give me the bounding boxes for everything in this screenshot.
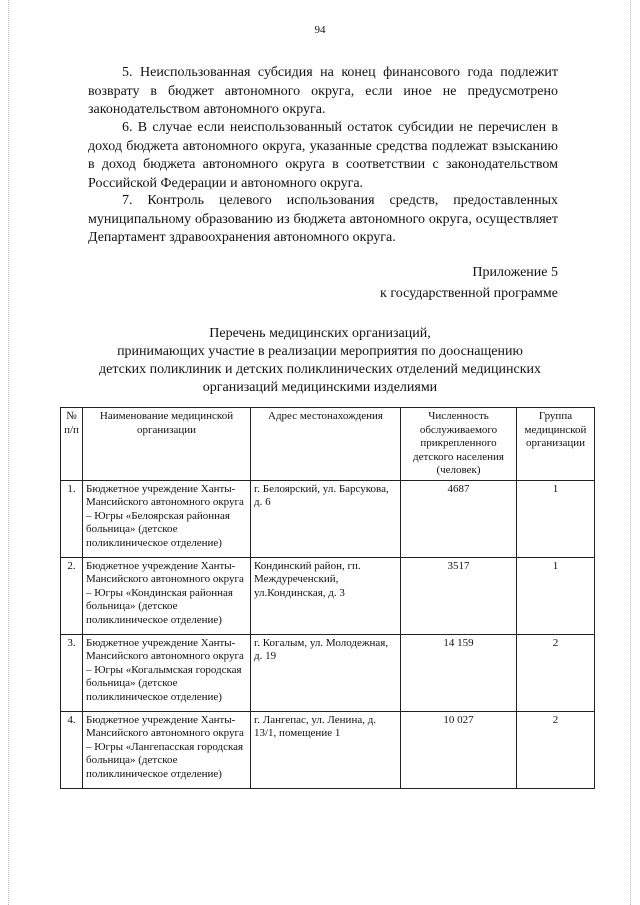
list-title-line-4: организаций медицинскими изделиями <box>202 380 438 395</box>
row-address: г. Когалым, ул. Молодежная, д. 19 <box>251 634 401 711</box>
appendix-line-2: к государственной программе <box>380 286 558 301</box>
row-group: 1 <box>517 557 595 634</box>
row-count: 3517 <box>401 557 517 634</box>
scan-edge-left <box>8 0 10 905</box>
list-title-line-3: детских поликлиник и детских поликлинических отделений медицинских <box>98 362 542 377</box>
row-num: 1. <box>61 480 83 557</box>
row-name: Бюджетное учреждение Ханты-Мансийского автономного округа – Югры «Кондинская районная больница» (детское поликлиническое отделение) <box>83 557 251 634</box>
row-address: Кондинский район, гп. Междуреченский, ул.Кондинская, д. 3 <box>251 557 401 634</box>
row-num: 4. <box>61 711 83 788</box>
header-name: Наименование медицинской организации <box>83 408 251 481</box>
table-row <box>61 480 595 557</box>
scan-edge-right <box>630 0 632 905</box>
appendix-heading <box>380 262 558 304</box>
header-count: Численность обслуживаемого прикрепленного детского населения (человек) <box>401 408 517 481</box>
row-count: 14 159 <box>401 634 517 711</box>
header-num: № п/п <box>61 408 83 481</box>
row-group: 1 <box>517 480 595 557</box>
row-address: г. Белоярский, ул. Барсукова, д. 6 <box>251 480 401 557</box>
row-address: г. Лангепас, ул. Ленина, д. 13/1, помещение 1 <box>251 711 401 788</box>
header-group: Группа медицинской организации <box>517 408 595 481</box>
paragraph-7: 7. Контроль целевого использования средств, предоставленных муниципальному образованию из бюджета автономного округа, осуществляет Департамент здравоохранения автономного округа. <box>88 193 558 245</box>
table-row <box>61 634 595 711</box>
appendix-line-1: Приложение 5 <box>472 265 558 280</box>
table-row <box>61 557 595 634</box>
row-count: 10 027 <box>401 711 517 788</box>
paragraph-6: 6. В случае если неиспользованный остаток субсидии не перечислен в доход бюджета автономного округа, указанные средства подлежат взысканию в доход бюджета автономного округа в соответствии с законодательством Российской Федерации и автономного округа. <box>88 120 558 191</box>
list-title-line-1: Перечень медицинских организаций, <box>209 326 431 341</box>
paragraph-5: 5. Неиспользованная субсидия на конец финансового года подлежит возврату в бюджет автономного округа, если иное не предусмотрено законодательством автономного округа. <box>88 65 558 117</box>
row-group: 2 <box>517 711 595 788</box>
table-header-row <box>61 408 595 481</box>
row-count: 4687 <box>401 480 517 557</box>
table-row <box>61 711 595 788</box>
row-name: Бюджетное учреждение Ханты-Мансийского автономного округа – Югры «Белоярская районная больница» (детское поликлиническое отделение) <box>83 480 251 557</box>
page-number: 94 <box>314 24 326 36</box>
list-title <box>80 325 560 397</box>
list-title-line-2: принимающих участие в реализации мероприятия по дооснащению <box>117 344 523 359</box>
row-name: Бюджетное учреждение Ханты-Мансийского автономного округа – Югры «Когалымская городская больница» (детское поликлиническое отделение) <box>83 634 251 711</box>
header-address: Адрес местонахождения <box>251 408 401 481</box>
organizations-table <box>60 407 595 789</box>
row-group: 2 <box>517 634 595 711</box>
row-num: 3. <box>61 634 83 711</box>
row-num: 2. <box>61 557 83 634</box>
row-name: Бюджетное учреждение Ханты- Мансийского автономного округа – Югры «Лангепасская городская больница» (детское поликлиническое отделение) <box>83 711 251 788</box>
